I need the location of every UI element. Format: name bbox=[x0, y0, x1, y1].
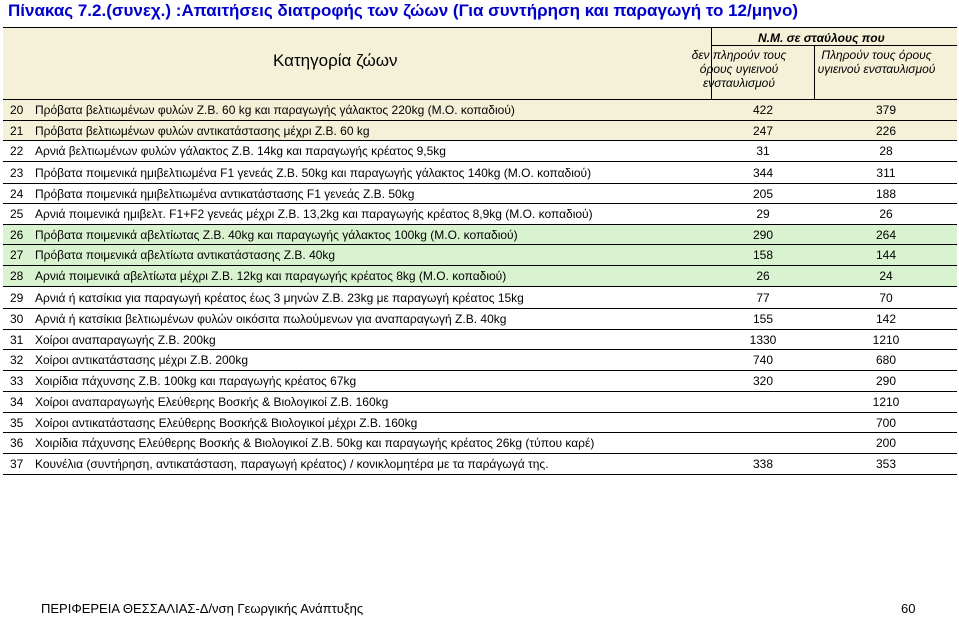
row-number: 22 bbox=[10, 144, 24, 158]
row-value-col2: 70 bbox=[879, 290, 893, 305]
table-row bbox=[3, 433, 957, 454]
row-value-col1: 155 bbox=[752, 312, 774, 326]
row-value-col2: 353 bbox=[875, 457, 897, 471]
row-value-col2: 680 bbox=[875, 353, 897, 367]
row-number: 33 bbox=[10, 374, 24, 388]
row-number: 37 bbox=[10, 457, 24, 471]
row-value-col2: 28 bbox=[879, 144, 893, 158]
row-number: 35 bbox=[10, 415, 24, 430]
row-description: Πρόβατα ποιμενικά αβελτίωτας Ζ.Β. 40kg και παραγωγής γάλακτος 100kg (Μ.Ο. κοπαδιού) bbox=[35, 227, 518, 242]
row-description: Χοιρίδια πάχυνσης Ελεύθερης Βοσκής & Βιολογικοί Ζ.Β. 50kg και παραγωγής κρέατος 26kg (τύπου καρέ) bbox=[35, 436, 595, 450]
row-value-col2: 290 bbox=[875, 374, 897, 388]
row-description: Πρόβατα ποιμενικά αβελτίωτα αντικατάστασης Ζ.Β. 40kg bbox=[35, 248, 336, 262]
header-col2: Πληρούν τους όρους υγιεινού ενσταυλισμού bbox=[817, 48, 936, 76]
table-row bbox=[3, 330, 957, 350]
row-description: Αρνιά ποιμενικά ημιβελτ. F1+F2 γενεάς μέχρι Ζ.Β. 13,2kg και παραγωγής κρέατος 8,9kg (Μ.Ο. κοπαδιού) bbox=[35, 207, 593, 221]
page-number: 60 bbox=[901, 601, 916, 616]
header-col1: δεν πληρούν τους όρους υγιεινού ενσταυλισμού bbox=[691, 48, 787, 90]
row-number: 29 bbox=[10, 290, 24, 305]
table-row bbox=[3, 121, 957, 141]
row-number: 21 bbox=[10, 123, 24, 138]
row-number: 28 bbox=[10, 269, 24, 283]
row-value-col1: 247 bbox=[752, 123, 774, 138]
row-number: 24 bbox=[10, 186, 24, 201]
table-row bbox=[3, 162, 957, 184]
table-row bbox=[3, 204, 957, 225]
row-description: Πρόβατα ποιμενικά ημιβελτιωμένα F1 γενεάς Ζ.Β. 50kg και παραγωγής γάλακτος 140kg (Μ.Ο. κοπαδιού) bbox=[35, 165, 592, 180]
header-group-divider bbox=[711, 45, 957, 46]
row-value-col1: 740 bbox=[752, 353, 774, 367]
row-description: Αρνιά βελτιωμένων φυλών γάλακτος Ζ.Β. 14kg και παραγωγής κρέατος 9,5kg bbox=[35, 144, 446, 158]
row-value-col2: 26 bbox=[879, 207, 893, 221]
table-row bbox=[3, 245, 957, 266]
table-row bbox=[3, 100, 957, 121]
row-description: Πρόβατα ποιμενικά ημιβελτιωμένα αντικατάστασης F1 γενεάς Ζ.Β. 50kg bbox=[35, 186, 415, 201]
row-description: Κουνέλια (συντήρηση, αντικατάσταση, παραγωγή κρέατος) / κονικλομητέρα με τα παράγωγά της. bbox=[35, 457, 549, 471]
row-value-col2: 1210 bbox=[872, 395, 900, 409]
table-row bbox=[3, 413, 957, 433]
row-value-col1: 158 bbox=[752, 248, 774, 262]
row-value-col1: 344 bbox=[752, 165, 774, 180]
footer-text: ΠΕΡΙΦΕΡΕΙΑ ΘΕΣΣΑΛΙΑΣ-Δ/νση Γεωργικής Ανάπτυξης bbox=[41, 601, 364, 616]
row-value-col2: 700 bbox=[875, 415, 897, 430]
row-value-col2: 24 bbox=[879, 269, 893, 283]
row-description: Πρόβατα βελτιωμένων φυλών αντικατάστασης μέχρι Ζ.Β. 60 kg bbox=[35, 123, 370, 138]
row-description: Χοίροι αναπαραγωγής Ζ.Β. 200kg bbox=[35, 332, 216, 347]
page-title: Πίνακας 7.2.(συνεχ.) :Απαιτήσεις διατροφής των ζώων (Για συντήρηση και παραγωγή το 12/μηνο) bbox=[8, 1, 799, 20]
table-row bbox=[3, 392, 957, 413]
row-value-col1: 205 bbox=[752, 186, 774, 201]
row-value-col1: 422 bbox=[752, 103, 774, 117]
row-value-col2: 188 bbox=[875, 186, 897, 201]
row-description: Χοίροι αναπαραγωγής Ελεύθερης Βοσκής & Βιολογικοί Ζ.Β. 160kg bbox=[35, 395, 389, 409]
table-row bbox=[3, 287, 957, 309]
row-value-col2: 1210 bbox=[872, 332, 900, 347]
row-value-col2: 142 bbox=[875, 312, 897, 326]
row-description: Χοιρίδια πάχυνσης Ζ.Β. 100kg και παραγωγής κρέατος 67kg bbox=[35, 374, 357, 388]
row-value-col2: 264 bbox=[875, 227, 897, 242]
table-row bbox=[3, 266, 957, 287]
table-row bbox=[3, 309, 957, 330]
row-description: Αρνιά ή κατσίκια για παραγωγή κρέατος έως 3 μηνών Ζ.Β. 23kg με παραγωγή κρέατος 15kg bbox=[35, 290, 524, 305]
row-value-col2: 226 bbox=[875, 123, 897, 138]
row-value-col1: 26 bbox=[756, 269, 770, 283]
row-number: 20 bbox=[10, 103, 24, 117]
header-group: Ν.Μ. σε σταύλους που bbox=[758, 31, 885, 45]
row-value-col2: 311 bbox=[876, 165, 896, 180]
table-row bbox=[3, 141, 957, 162]
table-row bbox=[3, 371, 957, 392]
row-value-col1: 1330 bbox=[749, 332, 777, 347]
row-value-col1: 77 bbox=[756, 290, 770, 305]
row-value-col1: 29 bbox=[756, 207, 770, 221]
row-number: 32 bbox=[10, 353, 24, 367]
table-body bbox=[3, 100, 957, 475]
table-row bbox=[3, 225, 957, 245]
row-value-col1: 290 bbox=[752, 227, 774, 242]
row-number: 25 bbox=[10, 207, 24, 221]
row-value-col2: 200 bbox=[875, 436, 897, 450]
nutrition-table bbox=[3, 27, 957, 475]
row-number: 27 bbox=[10, 248, 24, 262]
row-description: Χοίροι αντικατάστασης Ελεύθερης Βοσκής& Βιολογικοί μέχρι Ζ.Β. 160kg bbox=[35, 415, 418, 430]
row-description: Χοίροι αντικατάστασης μέχρι Ζ.Β. 200kg bbox=[35, 353, 249, 367]
row-number: 36 bbox=[10, 436, 24, 450]
row-description: Αρνιά ποιμενικά αβελτίωτα μέχρι Ζ.Β. 12kg και παραγωγής κρέατος 8kg (Μ.Ο. κοπαδιού) bbox=[35, 269, 507, 283]
table-row bbox=[3, 350, 957, 371]
row-description: Πρόβατα βελτιωμένων φυλών Ζ.Β. 60 kg και παραγωγής γάλακτος 220kg (Μ.Ο. κοπαδιού) bbox=[35, 103, 515, 117]
row-value-col1: 338 bbox=[752, 457, 774, 471]
row-value-col1: 31 bbox=[756, 144, 770, 158]
row-value-col2: 379 bbox=[875, 103, 897, 117]
table-row bbox=[3, 184, 957, 204]
row-description: Αρνιά ή κατσίκια βελτιωμένων φυλών οικόσιτα πωλούμενων για αναπαραγωγή Ζ.Β. 40kg bbox=[35, 312, 507, 326]
row-number: 31 bbox=[10, 332, 24, 347]
row-value-col1: 320 bbox=[752, 374, 774, 388]
table-header bbox=[3, 27, 957, 100]
row-value-col2: 144 bbox=[875, 248, 897, 262]
header-category: Κατηγορία ζώων bbox=[273, 51, 398, 70]
row-number: 23 bbox=[10, 165, 24, 180]
table-row bbox=[3, 454, 957, 475]
row-number: 26 bbox=[10, 227, 24, 242]
row-number: 34 bbox=[10, 395, 24, 409]
row-number: 30 bbox=[10, 312, 24, 326]
